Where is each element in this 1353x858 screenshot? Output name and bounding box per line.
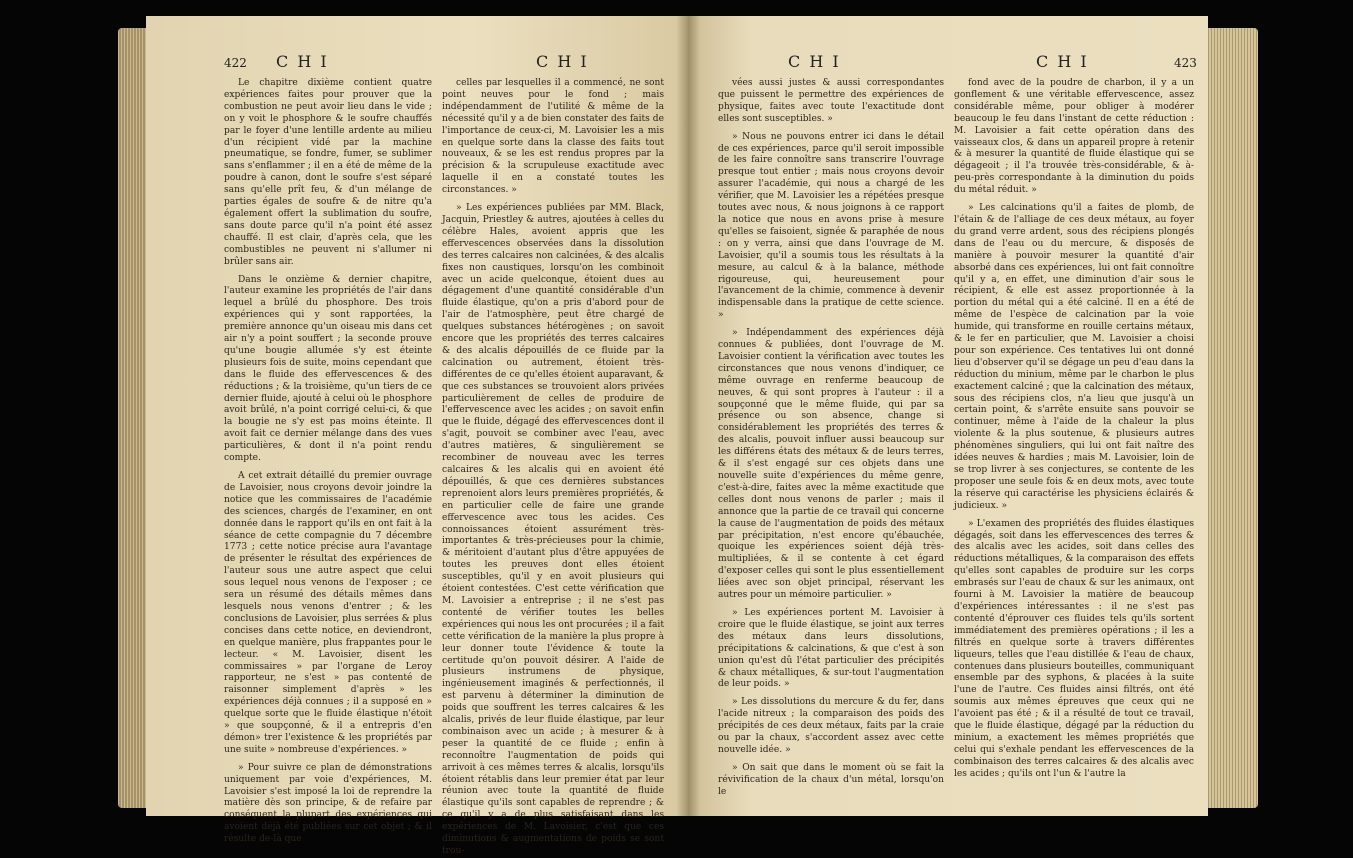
text-column-2 — [442, 78, 664, 856]
book-edge-right — [1208, 28, 1258, 808]
text-column-1 — [224, 78, 432, 845]
paragraph: Le chapitre dixième contient quatre expériences faites pour prouver que la combustion ne peut avoir lieu dans le vide ; on y voit le phosphore & le soufre chauffés par le foyer d'une lentille ardente au milieu d'un récipient vidé par la machine pneumatique, se fondre, fumer, se sublimer sans s'enflammer ; il en a été de même de la poudre à canon, dont le soufre s'est séparé sans qu'elle prît feu, & d'un mélange de parties égales de soufre & de nitre qu'a également offert la sublimation du soufre, sans doute parce qu'il n'a point été assez chauffé. Il est clair, d'après cela, que les combustibles ne peuvent ni s'allumer ni brûler sans air. — [224, 78, 432, 267]
paragraph: » Les expériences publiées par MM. Black, Jacquin, Priestley & autres, ajoutées à celles du célèbre Hales, avoient appris que les effervescences observées dans la dissolution des terres calcaires non calcinées, & des alcalis fixes non caustiques, lorsqu'on les combinoit avec un acide quelconque, étoient dues au dégagement d'une quantité considérable d'un fluide élastique, qu'on a pris d'abord pour de l'air de l'atmosphère, peut être chargé de quelques substances hétérogènes ; on savoit encore que les propriétés des terres calcaires & des alcalis dépouillés de ce fluide par la calcination ou autrement, étoient très-différentes de ce qu'elles étoient auparavant, & que ces substances se trouvoient alors privées particulièrement de celles de produire de l'effervescence avec les acides ; on savoit enfin que le fluide, dégagé des effervescences dont il s'agit, pouvoit se combiner avec l'eau, avec d'autres matières, & singulièrement se recombiner de nouveau avec les terres calcaires & les alcalis qui en avoient été dépouillés, & que ces dernières substances reprenoient alors leurs premières propriétés, & en particulier celle de faire une grande effervescence avec tous les acides. Ces connoissances étoient assurément très-importantes & très-précieuses pour la chimie, & méritoient d'autant plus d'être appuyées de toutes les preuves dont elles étoient susceptibles, qu'il y en avoit plusieurs qui étoient contestées. C'est cette vérification que M. Lavoisier a entreprise ; il ne s'est pas contenté de vérifier toutes les belles expériences qui nous les ont procurées ; il a fait cette vérification de la manière la plus propre à leur donner toute l'évidence & toute la certitude qu'on pouvoit désirer. A l'aide de plusieurs instrumens de physique, ingénieusement imaginés & perfectionnés, il est parvenu à déterminer la diminution de poids que souffrent les terres calcaires & les alcalis, privés de leur fluide élastique, par leur combinaison avec un acide ; à mesurer & à peser la quantité de ce fluide ; enfin à reconnoître l'augmentation de poids qui arrivoit à ces mêmes terres & alcalis, lorsqu'ils étoient rétablis dans leur premier état par leur réunion avec toute la quantité de fluide élastique qu'ils sont capables de reprendre ; & ce qu'il y a de plus satisfaisant dans les expériences de M. Lavoisier, c'est que ces diminutions & augmentations de poids se sont trou- — [442, 203, 664, 856]
page-number: 422 — [224, 56, 247, 70]
paragraph: » On sait que dans le moment où se fait la révivification de la chaux d'un métal, lorsqu'on le — [718, 762, 944, 797]
paragraph: » Indépendamment des expériences déjà connues & publiées, dont l'ouvrage de M. Lavoisier contient la vérification avec toutes les circonstances que nous venons d'indiquer, ce même ouvrage en renferme beaucoup de neuves, & qui sont propres à l'auteur : il a soupçonné que le même fluide, qui par sa présence ou son absence, change si considérablement les propriétés des terres & des alcalis, pouvoit influer aussi beaucoup sur les différens états des métaux & de leurs terres, & il s'est engagé sur ces objets dans une nouvelle suite d'expériences du même genre, c'est-à-dire, faites avec la même exactitude que celles dont nous venons de parler ; mais il annonce que la partie de ce travail qui concerne la cause de l'augmentation de poids des métaux par précipitation, n'est encore qu'ébauchée, quoique les expériences soient déjà très-multipliées, & il se contente à cet égard d'exposer celles qui sont le plus essentiellement liées avec son objet principal, réservant les autres pour un mémoire particulier. » — [718, 328, 944, 601]
paragraph: Dans le onzième & dernier chapitre, l'auteur examine les propriétés de l'air dans lequel a brûlé du phosphore. Des trois expériences qui y sont rapportées, la première annonce qu'un oiseau mis dans cet air n'y a point souffert ; la seconde prouve qu'une bougie allumée s'y est éteinte plusieurs fois de suite, moins cependant que dans le fluide des effervescences & des réductions ; & la troisième, qu'un tiers de ce dernier fluide, ajouté à celui où le phosphore avoit brûlé, n'a point corrigé celui-ci, & que la bougie ne s'y est pas moins éteinte. Il avoit fait ce dernier mélange dans des vues particulières, & dont il n'a point rendu compte. — [224, 274, 432, 464]
page-number: 423 — [1174, 56, 1197, 70]
text-column-2 — [954, 78, 1194, 804]
paragraph: » L'examen des propriétés des fluides élastiques dégagés, soit dans les effervescences des terres & des alcalis avec les acides, soit dans celles des réductions métalliques, & la comparaison des effets qu'elles sont capables de produire sur les corps embrasés sur l'eau de chaux & sur les animaux, ont fourni à M. Lavoisier la matière de beaucoup d'expériences intéressantes : il ne s'est pas contenté d'éprouver ces fluides tels qu'ils sortent immédiatement des premières opérations ; il les a filtrés en quelque sorte à travers différentes liqueurs, telles que l'eau distillée & l'eau de chaux, contenues dans plusieurs bouteilles, communiquant ensemble par des syphons, & placées à la suite l'une de l'autre. Ces fluides ainsi filtrés, ont été soumis aux mêmes épreuves que ceux qui ne l'avoient pas été ; & il a résulté de tout ce travail, que le fluide élastique, dégagé par la réduction du minium, a exactement les mêmes propriétés que celui qui s'exhale pendant les effervescences de la combinaison des terres calcaires & des alcalis avec les acides ; qu'ils ont l'un & l'autre la — [954, 518, 1194, 779]
paragraph: » Les expériences portent M. Lavoisier à croire que le fluide élastique, se joint aux terres des métaux dans leurs dissolutions, précipitations & calcinations, & que c'est à son union qu'est dû l'état particulier des précipités & chaux métalliques, & sur-tout l'augmentation de leur poids. » — [718, 607, 944, 690]
paragraph: vées aussi justes & aussi correspondantes que puissent le permettre des expériences de physique, faites avec toute l'exactitude dont elles sont susceptibles. » — [718, 78, 944, 124]
text-column-1 — [718, 78, 944, 804]
paragraph: » Pour suivre ce plan de démonstrations uniquement par voie d'expériences, M. Lavoisier s'est imposé la loi de reprendre la matière dès son principe, & de refaire par conséquent la plupart des expériences qui avoient déjà été publiées sur cet objet ; & il résulte de-là que — [224, 762, 432, 845]
book-gutter — [676, 16, 700, 816]
paragraph: celles par lesquelles il a commencé, ne sont point neuves pour le fond ; mais indépendamment de l'utilité & même de la nécessité qu'il y a de bien constater des faits de l'importance de ceux-ci, M. Lavoisier les a mis en quelque sorte dans la classe des faits tout nouveaux, & se les est rendus propres par la précision & la scrupuleuse exactitude avec laquelle il en a constaté toutes les circonstances. » — [442, 78, 664, 196]
left-page — [146, 16, 688, 856]
paragraph: fond avec de la poudre de charbon, il y a un gonflement & une véritable effervescence, assez considérable même, pour obliger à modérer beaucoup le feu dans l'instant de cette réduction : M. Lavoisier a fait cette opération dans des vaisseaux clos, & dans un appareil propre à retenir & à mesurer la quantité de fluide élastique qui se dégageoit ; il l'a trouvée très-considérable, & à-peu-près correspondante à la diminution du poids du métal réduit. » — [954, 78, 1194, 196]
right-page — [688, 16, 1208, 816]
book-edge-left — [118, 28, 146, 808]
running-head: C H I — [788, 52, 841, 71]
paragraph: A cet extrait détaillé du premier ouvrage de Lavoisier, nous croyons devoir joindre la notice que les commissaires de l'académie des sciences, chargés de l'examiner, en ont donnée dans le rapport qu'ils en ont fait à la séance de cette compagnie du 7 décembre 1773 ; cette notice précise aura l'avantage de présenter le résultat des expériences de l'auteur sous une autre aspect que celui sous lequel nous venons de l'exposer ; ce sera un résumé des détails mêmes dans lesquels nous venons d'entrer ; & les conclusions de Lavoisier, plus serrées & plus concises dans cette notice, en deviendront, en quelque manière, plus frappantes pour le lecteur. « M. Lavoisier, disent les commissaires » par l'organe de Leroy rapporteur, ne s'est » pas contenté de raisonner simplement d'après » les expériences déjà connues ; il a supposé en » quelque sorte que le fluide élastique n'étoit » que soupçonné, & il a entrepris d'en démon» trer l'existence & les propriétés par une suite » nombreuse d'expériences. » — [224, 471, 432, 755]
paragraph: » Nous ne pouvons entrer ici dans le détail de ces expériences, parce qu'il seroit impossible de les faire connoître sans transcrire l'ouvrage presque tout entier ; mais nous croyons devoir assurer l'académie, qui nous a chargé de les vérifier, que M. Lavoisier les a répétées presque toutes avec nous, & nous joignons à ce rapport la notice que nous en avons prise à mesure qu'elles se faisoient, signée & paraphée de nous : on y verra, ainsi que dans l'ouvrage de M. Lavoisier, qu'il a soumis tous les résultats à la mesure, au calcul & à la balance, méthode rigoureuse, qui, heureusement pour l'avancement de la chimie, commence à devenir indispensable dans la pratique de cette science. » — [718, 131, 944, 321]
paragraph: » Les dissolutions du mercure & du fer, dans l'acide nitreux ; la comparaison des poids des précipités de ces deux métaux, faits par la craie ou par la chaux, s'accordent assez avec cette nouvelle idée. » — [718, 697, 944, 755]
running-head: C H I — [536, 52, 589, 71]
running-head: C H I — [1036, 52, 1089, 71]
running-head: C H I — [276, 52, 329, 71]
paragraph: » Les calcinations qu'il a faites de plomb, de l'étain & de l'alliage de ces deux métaux, au foyer du grand verre ardent, sous des récipiens plongés dans de l'eau ou du mercure, & disposés de manière à pouvoir mesurer la quantité d'air absorbé dans ces expériences, lui ont fait connoître qu'il y a, en effet, une diminution d'air sous le récipient, & elle est assez proportionnée à la portion du métal qui a été calciné. Il en a été de même de l'espèce de calcination par la voie humide, qui transforme en rouille certains métaux, & le fer en particulier, que M. Lavoisier a choisi pour son expérience. Ces tentatives lui ont donné lieu d'observer qu'il se dégage un peu d'eau dans la réduction du minium, même par le charbon le plus exactement calciné ; que la calcination des métaux, sous des récipiens clos, n'a lieu que jusqu'à un certain point, & s'arrête ensuite sans pouvoir se continuer, même à l'aide de la chaleur la plus violente & la plus soutenue, & plusieurs autres phénomènes singuliers, qui lui ont fait naître des idées neuves & hardies ; mais M. Lavoisier, loin de se trop livrer à ses conjectures, se contente de les proposer une seule fois & en deux mots, avec toute la réserve qui caractérise les physiciens éclairés & judicieux. » — [954, 203, 1194, 511]
